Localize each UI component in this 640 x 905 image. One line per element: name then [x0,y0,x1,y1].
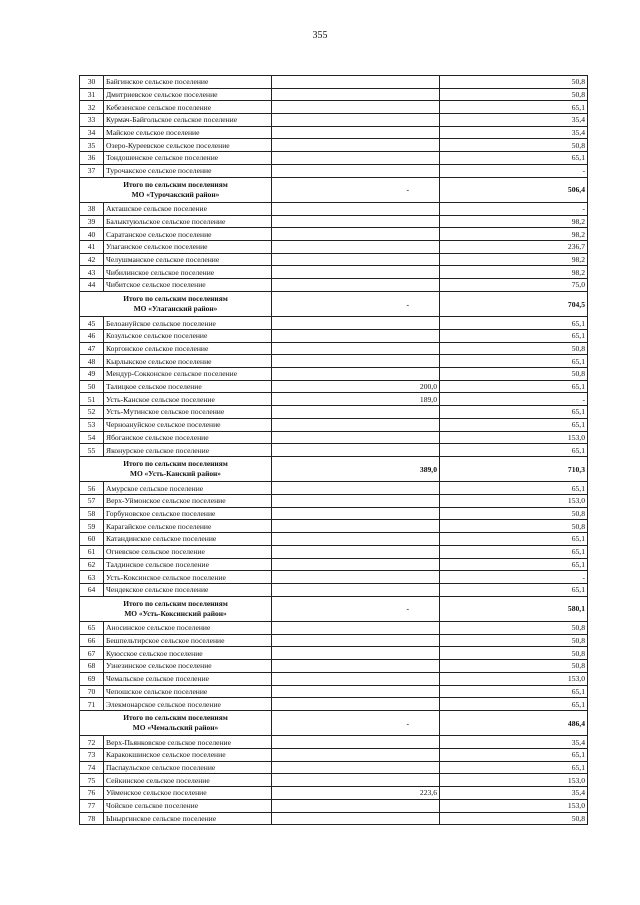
value-2: 50,8 [440,812,588,825]
table-row [80,152,588,165]
table-row [80,647,588,660]
settlement-name: Белоануйское сельское поселение [104,317,272,330]
table-row [80,342,588,355]
value-2: 50,8 [440,76,588,89]
row-number: 76 [80,787,104,800]
row-number: 30 [80,76,104,89]
subtotal-label-line1: Итого по сельским поселениям [123,294,228,304]
row-number: 71 [80,698,104,711]
value-2: 65,1 [440,749,588,762]
value-1 [272,698,440,711]
subtotal-label-line2: МО «Чемальский район» [132,723,219,733]
table-row [80,787,588,800]
table-row [80,761,588,774]
subtotal-label-line2: МО «Усть-Коксинский район» [124,608,227,618]
settlement-name: Огневское сельское поселение [104,545,272,558]
value-2: 98,2 [440,228,588,241]
page-number: 355 [312,30,328,41]
value-2: 65,1 [440,330,588,343]
settlement-name: Озеро-Куреевское сельское поселение [104,139,272,152]
table-row [80,114,588,127]
settlements-table [79,75,588,825]
settlement-name: Аносинское сельское поселение [104,622,272,635]
row-number: 60 [80,533,104,546]
row-number: 48 [80,355,104,368]
value-2: 236,7 [440,241,588,254]
settlement-name: Саратанское сельское поселение [104,228,272,241]
settlement-name: Бешпельтирское сельское поселение [104,634,272,647]
value-2: 65,1 [440,406,588,419]
settlement-name: Горбуновское сельское поселение [104,507,272,520]
subtotal-label-line2: МО «Турочакский район» [131,189,220,199]
value-1 [272,418,440,431]
settlement-name: Турочакское сельское поселение [104,164,272,177]
subtotal-value-2: 580,1 [440,596,588,622]
table-row [80,799,588,812]
row-number: 66 [80,634,104,647]
value-2: 98,2 [440,253,588,266]
table-row [80,164,588,177]
settlement-name: Черноануйское сельское поселение [104,418,272,431]
table-row [80,228,588,241]
value-2: 75,0 [440,279,588,292]
row-number: 59 [80,520,104,533]
settlement-name: Улаганское сельское поселение [104,241,272,254]
table-row [80,241,588,254]
row-number: 62 [80,558,104,571]
value-1 [272,152,440,165]
value-1 [272,76,440,89]
settlement-name: Курмач-Байгольское сельское поселение [104,114,272,127]
value-1 [272,342,440,355]
table-row [80,533,588,546]
row-number: 58 [80,507,104,520]
settlement-name: Дмитриевское сельское поселение [104,88,272,101]
settlement-name: Талдинское сельское поселение [104,558,272,571]
table-row [80,774,588,787]
subtotal-value-1: - [272,177,440,203]
row-number: 61 [80,545,104,558]
value-1 [272,736,440,749]
value-2: 50,8 [440,368,588,381]
row-number: 54 [80,431,104,444]
subtotal-row [80,456,588,482]
settlement-name: Амурское сельское поселение [104,482,272,495]
value-2: 65,1 [440,533,588,546]
row-number: 51 [80,393,104,406]
settlement-name: Байгинское сельское поселение [104,76,272,89]
table-row [80,355,588,368]
table-row [80,101,588,114]
row-number: 39 [80,215,104,228]
settlement-name: Чибилинское сельское поселение [104,266,272,279]
value-2: 50,8 [440,139,588,152]
table-row [80,660,588,673]
row-number: 46 [80,330,104,343]
subtotal-value-1: - [272,596,440,622]
table-row [80,406,588,419]
value-1 [272,317,440,330]
value-1 [272,634,440,647]
row-number: 33 [80,114,104,127]
row-number: 40 [80,228,104,241]
row-number: 35 [80,139,104,152]
value-2: - [440,393,588,406]
value-2: 65,1 [440,152,588,165]
row-number: 65 [80,622,104,635]
value-1 [272,774,440,787]
value-2: 50,8 [440,520,588,533]
settlement-name: Чемальское сельское поселение [104,672,272,685]
row-number: 57 [80,495,104,508]
settlement-name: Козульское сельское поселение [104,330,272,343]
settlement-name: Ябоганское сельское поселение [104,431,272,444]
row-number: 47 [80,342,104,355]
table-row [80,253,588,266]
settlement-name: Талицкое сельское поселение [104,380,272,393]
settlement-name: Ыныргинское сельское поселение [104,812,272,825]
subtotal-label [80,456,272,482]
subtotal-row [80,291,588,317]
settlement-name: Верх-Пьянковское сельское поселение [104,736,272,749]
value-2: 153,0 [440,799,588,812]
value-1 [272,761,440,774]
value-1 [272,114,440,127]
table-row [80,368,588,381]
row-number: 55 [80,444,104,457]
table-row [80,495,588,508]
value-1 [272,253,440,266]
value-1 [272,558,440,571]
value-1 [272,482,440,495]
subtotal-value-1: - [272,291,440,317]
value-1: 200,0 [272,380,440,393]
table-row [80,380,588,393]
settlement-name: Акташское сельское поселение [104,203,272,216]
table-row [80,431,588,444]
row-number: 32 [80,101,104,114]
settlement-name: Усть-Коксинское сельское поселение [104,571,272,584]
value-1 [272,495,440,508]
value-1 [272,749,440,762]
value-1 [272,571,440,584]
settlement-name: Усть-Канское сельское поселение [104,393,272,406]
table-row [80,545,588,558]
value-2: 50,8 [440,88,588,101]
value-1 [272,406,440,419]
table-row [80,583,588,596]
row-number: 34 [80,126,104,139]
row-number: 70 [80,685,104,698]
settlement-name: Чибитское сельское поселение [104,279,272,292]
row-number: 38 [80,203,104,216]
table-row [80,571,588,584]
value-2: 153,0 [440,672,588,685]
subtotal-label-line1: Итого по сельским поселениям [123,713,228,723]
value-2: 35,4 [440,787,588,800]
value-2: 65,1 [440,101,588,114]
settlement-name: Верх-Уймонское сельское поселение [104,495,272,508]
value-2: 35,4 [440,126,588,139]
value-2: 35,4 [440,114,588,127]
table-row [80,622,588,635]
settlement-name: Карагайское сельское поселение [104,520,272,533]
value-2: - [440,164,588,177]
value-2: 65,1 [440,685,588,698]
subtotal-value-1: - [272,710,440,736]
subtotal-row [80,596,588,622]
settlement-name: Узнезинское сельское поселение [104,660,272,673]
row-number: 67 [80,647,104,660]
settlement-name: Кырлыкское сельское поселение [104,355,272,368]
value-2: - [440,571,588,584]
subtotal-label [80,291,272,317]
table-row [80,203,588,216]
value-1 [272,583,440,596]
value-1 [272,279,440,292]
value-1 [272,266,440,279]
value-1 [272,520,440,533]
settlement-name: Чендекское сельское поселение [104,583,272,596]
row-number: 63 [80,571,104,584]
table-row [80,698,588,711]
table-row [80,634,588,647]
subtotal-label-line1: Итого по сельским поселениям [123,459,228,469]
row-number: 45 [80,317,104,330]
table-row [80,812,588,825]
table-row [80,444,588,457]
table-row [80,126,588,139]
row-number: 42 [80,253,104,266]
value-1 [272,203,440,216]
value-1 [272,799,440,812]
table-row [80,736,588,749]
row-number: 69 [80,672,104,685]
settlement-name: Майское сельское поселение [104,126,272,139]
row-number: 78 [80,812,104,825]
value-1 [272,164,440,177]
table-row [80,672,588,685]
row-number: 72 [80,736,104,749]
row-number: 52 [80,406,104,419]
value-2: 65,1 [440,761,588,774]
row-number: 77 [80,799,104,812]
subtotal-label-line2: МО «Улаганский район» [133,304,218,314]
row-number: 53 [80,418,104,431]
table-row [80,749,588,762]
row-number: 49 [80,368,104,381]
subtotal-label [80,596,272,622]
subtotal-label-line2: МО «Усть-Канский район» [129,469,221,479]
value-1 [272,812,440,825]
subtotal-row [80,177,588,203]
table-row [80,520,588,533]
value-2: 65,1 [440,558,588,571]
subtotal-value-1: 389,0 [272,456,440,482]
table-row [80,393,588,406]
table-row [80,317,588,330]
subtotal-value-2: 704,5 [440,291,588,317]
value-2: 65,1 [440,317,588,330]
settlement-name: Уйменское сельское поселение [104,787,272,800]
value-1 [272,444,440,457]
value-2: 50,8 [440,622,588,635]
value-2: 50,8 [440,507,588,520]
value-1 [272,228,440,241]
value-1 [272,660,440,673]
value-2: 98,2 [440,215,588,228]
row-number: 37 [80,164,104,177]
value-2: 65,1 [440,545,588,558]
value-2: 153,0 [440,431,588,444]
value-1 [272,215,440,228]
table-row [80,279,588,292]
row-number: 31 [80,88,104,101]
row-number: 68 [80,660,104,673]
value-1 [272,622,440,635]
table-body [80,76,588,825]
value-2: 98,2 [440,266,588,279]
value-2: 35,4 [440,736,588,749]
settlement-name: Сейкинское сельское поселение [104,774,272,787]
row-number: 75 [80,774,104,787]
value-1 [272,88,440,101]
subtotal-value-2: 486,4 [440,710,588,736]
row-number: 74 [80,761,104,774]
value-1 [272,672,440,685]
value-2: 65,1 [440,444,588,457]
row-number: 50 [80,380,104,393]
row-number: 64 [80,583,104,596]
value-1 [272,330,440,343]
value-1 [272,139,440,152]
value-2: 153,0 [440,774,588,787]
table-row [80,330,588,343]
value-2: 65,1 [440,355,588,368]
value-2: 50,8 [440,647,588,660]
settlement-name: Челушманское сельское поселение [104,253,272,266]
value-2: 65,1 [440,583,588,596]
value-2: - [440,203,588,216]
row-number: 44 [80,279,104,292]
value-2: 65,1 [440,380,588,393]
subtotal-label-line1: Итого по сельским поселениям [123,179,228,189]
value-1 [272,431,440,444]
subtotal-value-2: 710,3 [440,456,588,482]
row-number: 73 [80,749,104,762]
table-row [80,266,588,279]
subtotal-value-2: 506,4 [440,177,588,203]
settlement-name: Чепошское сельское поселение [104,685,272,698]
value-1 [272,647,440,660]
settlement-name: Балыктуюльское сельское поселение [104,215,272,228]
value-1 [272,685,440,698]
settlement-name: Каракокшинское сельское поселение [104,749,272,762]
settlement-name: Коргонское сельское поселение [104,342,272,355]
row-number: 43 [80,266,104,279]
row-number: 36 [80,152,104,165]
table-row [80,139,588,152]
table-row [80,215,588,228]
subtotal-row [80,710,588,736]
table-row [80,507,588,520]
value-1 [272,533,440,546]
settlement-name: Тондошенское сельское поселение [104,152,272,165]
subtotal-label [80,177,272,203]
row-number: 41 [80,241,104,254]
value-2: 50,8 [440,660,588,673]
settlement-name: Куюсское сельское поселение [104,647,272,660]
subtotal-label [80,710,272,736]
value-1 [272,507,440,520]
row-number: 56 [80,482,104,495]
settlement-name: Яконурское сельское поселение [104,444,272,457]
value-1 [272,101,440,114]
table-row [80,482,588,495]
value-1 [272,241,440,254]
subtotal-label-line1: Итого по сельским поселениям [123,598,228,608]
table-row [80,685,588,698]
value-2: 65,1 [440,418,588,431]
value-1 [272,368,440,381]
settlement-name: Чойское сельское поселение [104,799,272,812]
settlement-name: Паспаульское сельское поселение [104,761,272,774]
value-2: 65,1 [440,482,588,495]
settlement-name: Мендур-Сокконское сельское поселение [104,368,272,381]
value-1 [272,126,440,139]
value-2: 50,8 [440,342,588,355]
table-row [80,558,588,571]
settlement-name: Элекмонарское сельское поселение [104,698,272,711]
table-row [80,418,588,431]
value-1 [272,545,440,558]
value-2: 65,1 [440,698,588,711]
table-row [80,76,588,89]
value-1: 189,0 [272,393,440,406]
table-row [80,88,588,101]
settlement-name: Катандинское сельское поселение [104,533,272,546]
value-2: 153,0 [440,495,588,508]
settlement-name: Кебезенское сельское поселение [104,101,272,114]
value-1: 223,6 [272,787,440,800]
settlement-name: Усть-Мутинское сельское поселение [104,406,272,419]
value-1 [272,355,440,368]
value-2: 50,8 [440,634,588,647]
